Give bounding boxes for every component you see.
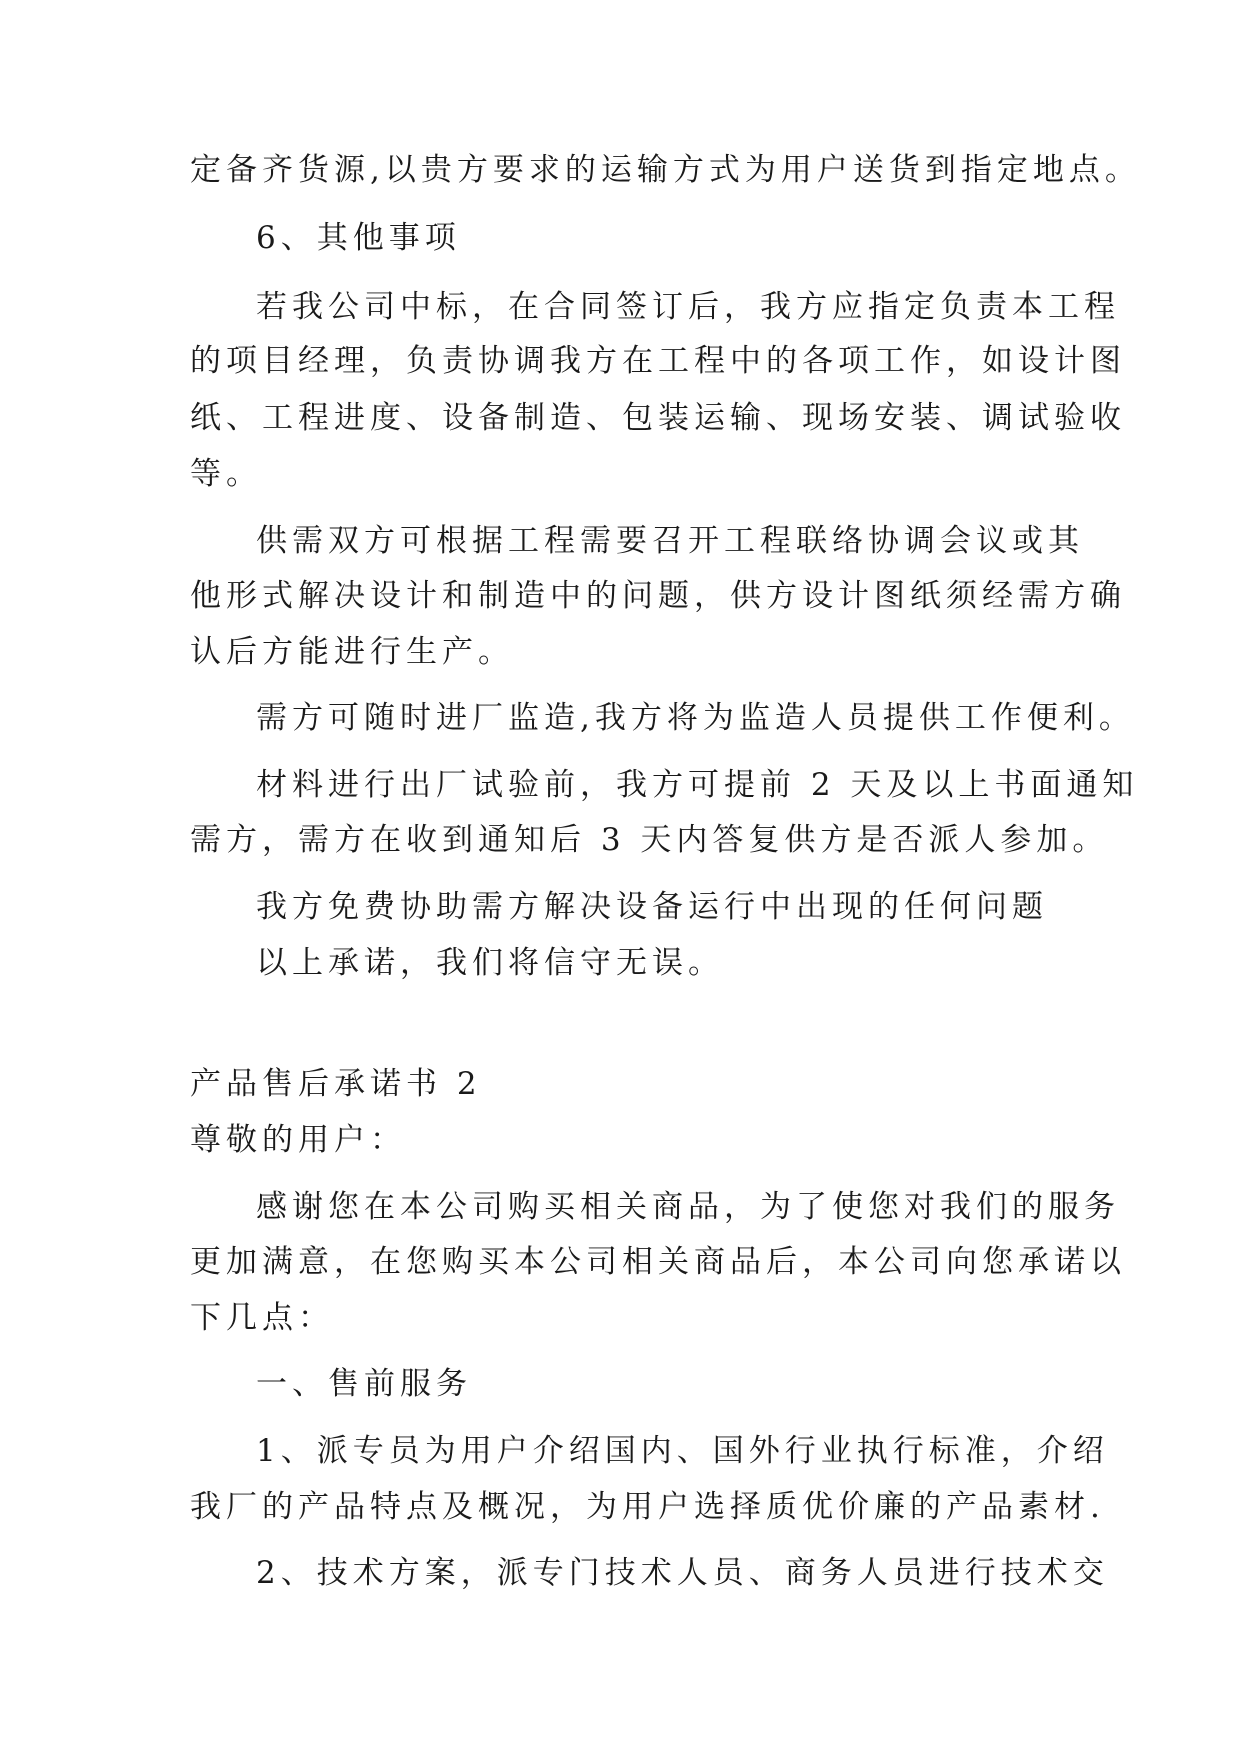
text-line: 纸、工程进度、设备制造、包装运输、现场安装、调试验收 [190, 400, 1126, 436]
text-line: 若我公司中标，在合同签订后，我方应指定负责本工程 [256, 289, 1120, 325]
text-line: 供需双方可根据工程需要召开工程联络协调会议或其 [256, 523, 1084, 559]
text-line: 的项目经理，负责协调我方在工程中的各项工作，如设计图 [190, 343, 1126, 379]
text-line: 我厂的产品特点及概况，为用户选择质优价廉的产品素材. [190, 1489, 1105, 1525]
text-line: 我方免费协助需方解决设备运行中出现的任何问题 [256, 889, 1048, 925]
salutation: 尊敬的用户： [190, 1122, 406, 1158]
text-line: 认后方能进行生产。 [190, 634, 514, 670]
text-line: 定备齐货源,以贵方要求的运输方式为用户送货到指定地点。 [190, 152, 1141, 188]
text-line: 1、派专员为用户介绍国内、国外行业执行标准，介绍 [256, 1433, 1109, 1469]
text-line: 等。 [190, 456, 262, 492]
text-line: 2、技术方案，派专门技术人员、商务人员进行技术交 [256, 1555, 1109, 1591]
text-line: 他形式解决设计和制造中的问题，供方设计图纸须经需方确 [190, 578, 1126, 614]
text-line: 以上承诺，我们将信守无误。 [256, 945, 724, 981]
text-line: 更加满意，在您购买本公司相关商品后，本公司向您承诺以 [190, 1244, 1126, 1280]
section-heading: 一、售前服务 [256, 1366, 472, 1402]
text-line: 下几点： [190, 1300, 334, 1336]
text-line: 感谢您在本公司购买相关商品，为了使您对我们的服务 [256, 1189, 1120, 1225]
document-title: 产品售后承诺书 2 [190, 1066, 482, 1102]
text-line: 需方，需方在收到通知后 3 天内答复供方是否派人参加。 [190, 822, 1109, 858]
text-line: 需方可随时进厂监造,我方将为监造人员提供工作便利。 [256, 700, 1135, 736]
section-heading: 6、其他事项 [256, 220, 461, 256]
text-line: 材料进行出厂试验前，我方可提前 2 天及以上书面通知 [256, 767, 1139, 803]
